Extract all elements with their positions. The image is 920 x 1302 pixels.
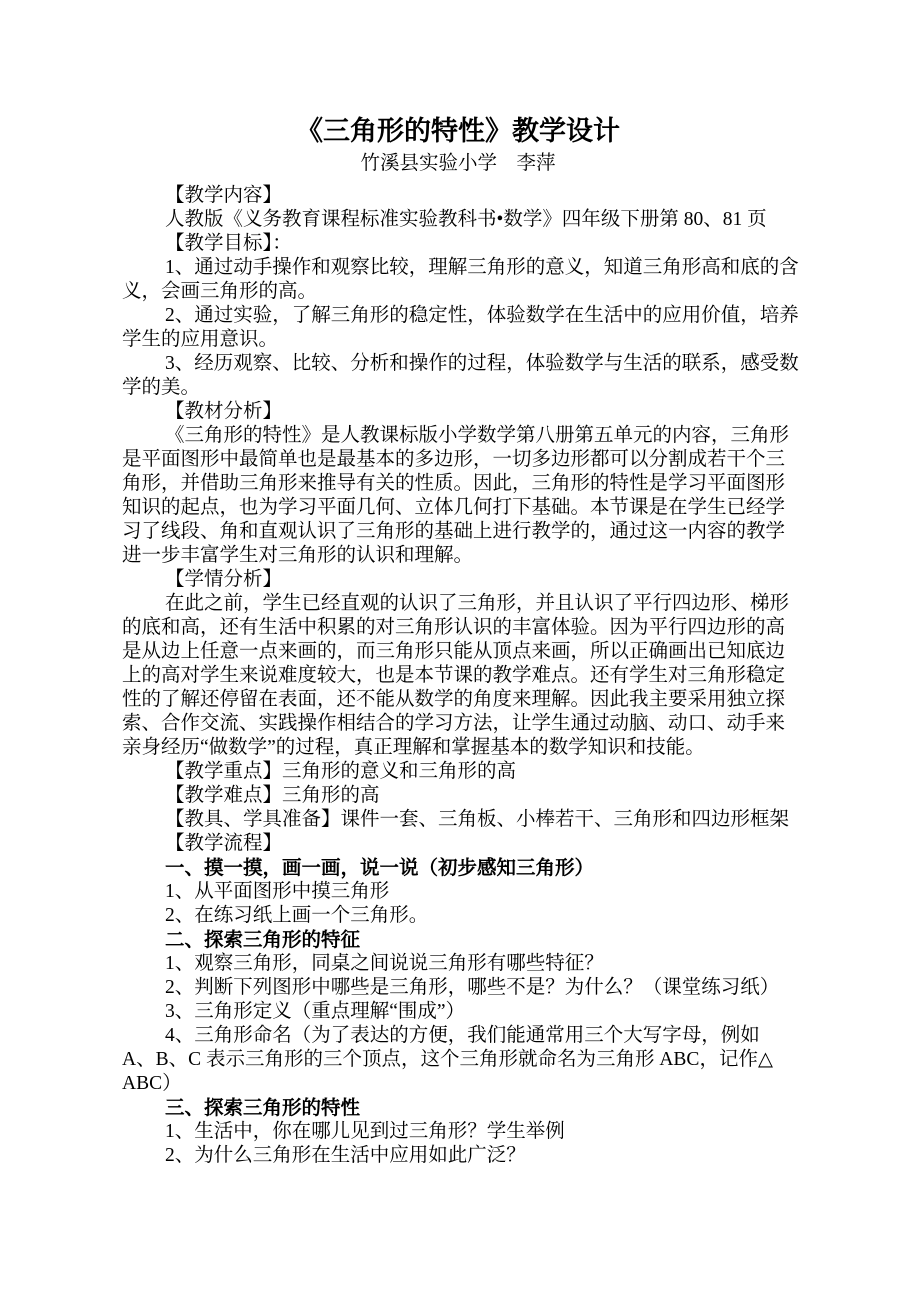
doc-line: 1、观察三角形，同桌之间说说三角形有哪些特征？ [165, 953, 604, 974]
document-content [122, 112, 799, 1168]
section-label-material-analysis: 【教材分析】 [165, 401, 283, 422]
section-heading-3: 三、探索三角形的特性 [165, 1097, 361, 1119]
section-label-teaching-goals: 【教学目标】： [165, 233, 292, 254]
doc-line: 2、判断下列图形中哪些是三角形，哪些不是？为什么？（课堂练习纸） [165, 977, 780, 998]
doc-line: A、B、C 表示三角形的三个顶点，这个三角形就命名为三角形 ABC，记作△ [122, 1049, 773, 1070]
section-label-learner-analysis: 【学情分析】 [165, 569, 283, 590]
section-label-teaching-content: 【教学内容】 [165, 185, 283, 206]
doc-line: 的底和高，还有生活中积累的对三角形认识的丰富体验。因为平行四边形的高 [122, 617, 786, 638]
doc-line: 3、三角形定义（重点理解“围成”） [165, 1001, 466, 1022]
section-label-teaching-aids: 【教具、学具准备】课件一套、三角板、小棒若干、三角形和四边形框架 [165, 809, 790, 830]
doc-line: 习了线段、角和直观认识了三角形的基础上进行教学的，通过这一内容的教学 [122, 521, 786, 542]
doc-line: 《三角形的特性》是人教课标版小学数学第八册第五单元的内容，三角形 [165, 425, 790, 446]
doc-line: 学的美。 [122, 377, 201, 398]
doc-line: 1、通过动手操作和观察比较，理解三角形的意义，知道三角形高和底的含 [165, 257, 799, 278]
doc-line: 角形，并借助三角形来推导有关的性质。因此，三角形的特性是学习平面图形 [122, 473, 786, 494]
section-label-key-points: 【教学重点】三角形的意义和三角形的高 [165, 761, 517, 782]
section-heading-2: 二、探索三角形的特征 [165, 929, 361, 951]
section-label-difficulties: 【教学难点】三角形的高 [165, 785, 380, 806]
doc-line: 是从边上任意一点来画的，而三角形只能从顶点来画，所以正确画出已知底边 [122, 641, 786, 662]
doc-line: 学生的应用意识。 [122, 329, 279, 350]
document-byline: 竹溪县实验小学 李萍 [360, 153, 556, 174]
doc-line: ABC） [122, 1073, 182, 1094]
section-heading-1: 一、摸一摸，画一画，说一说（初步感知三角形） [165, 857, 595, 879]
doc-line: 亲身经历“做数学”的过程，真正理解和掌握基本的数学知识和技能。 [122, 737, 705, 758]
doc-line: 4、三角形命名（为了表达的方便，我们能通常用三个大写字母，例如 [165, 1025, 760, 1046]
doc-line: 在此之前，学生已经直观的认识了三角形，并且认识了平行四边形、梯形 [165, 593, 790, 614]
doc-line: 3、经历观察、比较、分析和操作的过程，体验数学与生活的联系，感受数 [165, 353, 799, 374]
page-title: 《三角形的特性》教学设计 [296, 116, 620, 146]
doc-line: 知识的起点，也为学习平面几何、立体几何打下基础。本节课是在学生已经学 [122, 497, 786, 518]
doc-line: 义，会画三角形的高。 [122, 281, 318, 302]
doc-line: 2、在练习纸上画一个三角形。 [165, 905, 429, 926]
doc-line: 1、生活中，你在哪儿见到过三角形？学生举例 [165, 1121, 565, 1142]
doc-line: 2、通过实验，了解三角形的稳定性，体验数学在生活中的应用价值，培养 [165, 305, 799, 326]
doc-line: 是平面图形中最简单也是最基本的多边形，一切多边形都可以分割成若干个三 [122, 449, 786, 470]
document-body [122, 184, 799, 1168]
doc-line: 上的高对学生来说难度较大，也是本节课的教学难点。还有学生对三角形稳定 [122, 665, 786, 686]
doc-line: 2、为什么三角形在生活中应用如此广泛？ [165, 1145, 526, 1166]
doc-line: 索、合作交流、实践操作相结合的学习方法，让学生通过动脑、动口、动手来 [122, 713, 786, 734]
section-label-teaching-flow: 【教学流程】 [165, 833, 283, 854]
doc-line: 人教版《义务教育课程标准实验教科书•数学》四年级下册第 80、81 页 [165, 209, 767, 230]
doc-line: 性的了解还停留在表面，还不能从数学的角度来理解。因此我主要采用独立探 [122, 689, 786, 710]
doc-line: 进一步丰富学生对三角形的认识和理解。 [122, 545, 474, 566]
doc-line: 1、从平面图形中摸三角形 [165, 881, 390, 902]
